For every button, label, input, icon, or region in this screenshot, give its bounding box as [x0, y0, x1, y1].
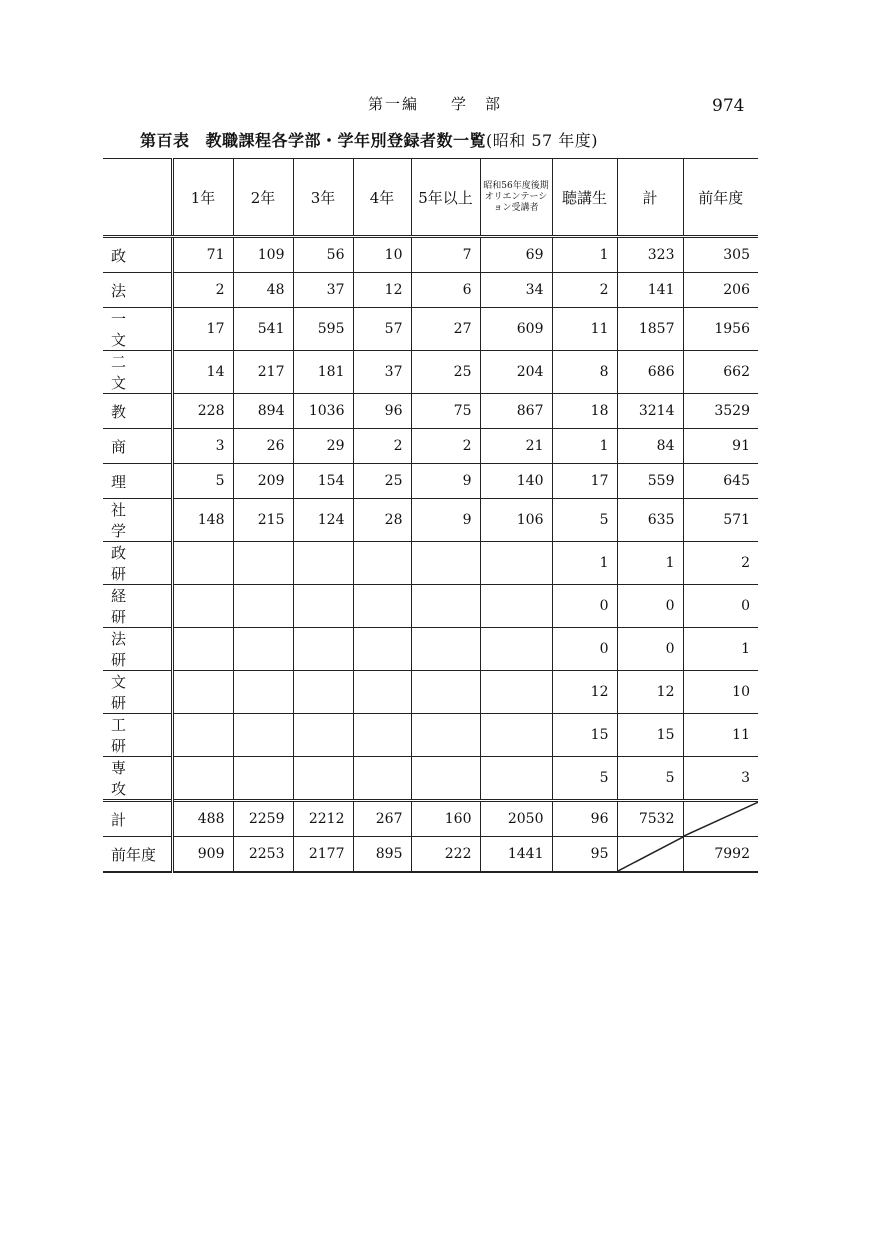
table-cell: 12 [353, 273, 411, 308]
table-cell: 8 [552, 351, 617, 394]
table-cell: 1441 [480, 837, 552, 873]
table-cell [293, 671, 353, 714]
table-cell [233, 585, 293, 628]
table-cell [172, 671, 233, 714]
table-cell: 5 [552, 757, 617, 801]
row-label: 商 [103, 429, 172, 464]
table-cell: 0 [683, 585, 758, 628]
table-cell [353, 714, 411, 757]
table-cell: 1 [552, 542, 617, 585]
table-cell: 141 [617, 273, 683, 308]
table-cell [293, 585, 353, 628]
table-cell: 1036 [293, 394, 353, 429]
table-cell: 305 [683, 237, 758, 273]
row-label: 前年度 [103, 837, 172, 873]
table-row [103, 671, 758, 714]
table-cell: 686 [617, 351, 683, 394]
table-cell: 209 [233, 464, 293, 499]
table-cell [172, 542, 233, 585]
table-cell [411, 585, 480, 628]
table-row [103, 585, 758, 628]
row-label: 理 [103, 464, 172, 499]
table-cell: 3 [172, 429, 233, 464]
table-cell: 7532 [617, 801, 683, 837]
page-number: 974 [712, 96, 745, 116]
table-cell: 57 [353, 308, 411, 351]
table-cell: 18 [552, 394, 617, 429]
table-cell: 7 [411, 237, 480, 273]
table-cell: 96 [552, 801, 617, 837]
table-cell [293, 757, 353, 801]
table-cell: 26 [233, 429, 293, 464]
table-cell: 140 [480, 464, 552, 499]
table-cell: 541 [233, 308, 293, 351]
table-cell: 3214 [617, 394, 683, 429]
table-cell [172, 585, 233, 628]
row-label: 社学 [103, 499, 172, 542]
table-cell: 14 [172, 351, 233, 394]
row-label: 政研 [103, 542, 172, 585]
table-cell: 2 [683, 542, 758, 585]
table-cell: 124 [293, 499, 353, 542]
table-cell: 10 [353, 237, 411, 273]
registration-table [103, 158, 758, 873]
row-label: 政 [103, 237, 172, 273]
table-row [103, 801, 758, 837]
table-cell: 5 [617, 757, 683, 801]
table-cell: 0 [617, 585, 683, 628]
table-cell: 0 [617, 628, 683, 671]
row-label: 計 [103, 801, 172, 837]
table-cell: 106 [480, 499, 552, 542]
table-row [103, 429, 758, 464]
table-cell [480, 757, 552, 801]
table-cell: 1 [552, 237, 617, 273]
table-cell [293, 542, 353, 585]
table-cell: 5 [172, 464, 233, 499]
column-header: 聴講生 [552, 159, 617, 237]
table-cell: 160 [411, 801, 480, 837]
table-cell: 867 [480, 394, 552, 429]
table-cell: 6 [411, 273, 480, 308]
table-cell: 15 [552, 714, 617, 757]
table-cell [353, 585, 411, 628]
column-header: 計 [617, 159, 683, 237]
table-cell: 9 [411, 464, 480, 499]
table-cell: 2 [552, 273, 617, 308]
table-cell: 148 [172, 499, 233, 542]
column-header: 前年度 [683, 159, 758, 237]
table-cell: 9 [411, 499, 480, 542]
table-number: 第百表 [140, 131, 190, 150]
table-row [103, 237, 758, 273]
row-label: 文研 [103, 671, 172, 714]
table-row [103, 499, 758, 542]
table-cell: 645 [683, 464, 758, 499]
table-cell: 909 [172, 837, 233, 873]
table-cell: 12 [552, 671, 617, 714]
table-cell: 96 [353, 394, 411, 429]
table-cell: 2177 [293, 837, 353, 873]
row-label: 経研 [103, 585, 172, 628]
table-cell [353, 542, 411, 585]
row-label: 法 [103, 273, 172, 308]
empty-cell-slash [617, 837, 683, 873]
table-cell: 1 [683, 628, 758, 671]
table-cell [480, 542, 552, 585]
table-cell: 895 [353, 837, 411, 873]
table-title-text: 教職課程各学部・学年別登録者数一覧 [205, 131, 487, 150]
table-cell [353, 671, 411, 714]
table-cell: 109 [233, 237, 293, 273]
table-row [103, 308, 758, 351]
table-cell [480, 671, 552, 714]
table-cell: 154 [293, 464, 353, 499]
table-subtitle: (昭和 57 年度) [486, 131, 599, 150]
table-cell: 488 [172, 801, 233, 837]
empty-cell-slash [683, 801, 758, 837]
table-cell: 71 [172, 237, 233, 273]
table-cell: 217 [233, 351, 293, 394]
table-row [103, 757, 758, 801]
table-cell [233, 714, 293, 757]
table-row [103, 351, 758, 394]
table-cell: 7992 [683, 837, 758, 873]
table-cell: 37 [293, 273, 353, 308]
table-cell: 75 [411, 394, 480, 429]
table-cell [411, 714, 480, 757]
table-cell: 12 [617, 671, 683, 714]
table-cell: 2259 [233, 801, 293, 837]
table-cell: 181 [293, 351, 353, 394]
table-cell: 2050 [480, 801, 552, 837]
column-header: 昭和56年度後期オリエンテーション受講者 [480, 159, 552, 237]
table-cell [411, 628, 480, 671]
header-row [103, 159, 758, 237]
table-cell: 595 [293, 308, 353, 351]
table-cell: 15 [617, 714, 683, 757]
table-cell: 2212 [293, 801, 353, 837]
column-header: 2年 [233, 159, 293, 237]
table-cell: 215 [233, 499, 293, 542]
table-cell: 56 [293, 237, 353, 273]
column-header: 1年 [172, 159, 233, 237]
row-label: 二文 [103, 351, 172, 394]
table-cell: 1 [617, 542, 683, 585]
table-cell: 10 [683, 671, 758, 714]
table-cell: 1857 [617, 308, 683, 351]
table-cell: 3 [683, 757, 758, 801]
table-cell: 91 [683, 429, 758, 464]
table-cell: 206 [683, 273, 758, 308]
table-cell [233, 628, 293, 671]
table-cell: 894 [233, 394, 293, 429]
table-cell: 609 [480, 308, 552, 351]
table-cell [233, 757, 293, 801]
table-cell: 0 [552, 628, 617, 671]
table-cell: 228 [172, 394, 233, 429]
table-cell: 2 [411, 429, 480, 464]
running-head-section: 学 部 [451, 95, 503, 113]
table-row [103, 464, 758, 499]
column-header [103, 159, 172, 237]
table-cell: 559 [617, 464, 683, 499]
table-cell: 84 [617, 429, 683, 464]
table-cell: 17 [172, 308, 233, 351]
table-cell: 48 [233, 273, 293, 308]
table-cell [293, 628, 353, 671]
table-row [103, 837, 758, 873]
table-cell [411, 671, 480, 714]
table-cell: 25 [411, 351, 480, 394]
row-label: 教 [103, 394, 172, 429]
table-cell: 95 [552, 837, 617, 873]
table-cell [172, 757, 233, 801]
table-cell: 222 [411, 837, 480, 873]
table-cell: 0 [552, 585, 617, 628]
running-head-part: 第一編 [368, 95, 420, 113]
table-cell: 11 [683, 714, 758, 757]
table-cell: 28 [353, 499, 411, 542]
table-cell: 267 [353, 801, 411, 837]
table-cell: 2 [353, 429, 411, 464]
table-cell [172, 714, 233, 757]
table-cell: 571 [683, 499, 758, 542]
table-cell: 1 [552, 429, 617, 464]
table-row [103, 714, 758, 757]
table-row [103, 542, 758, 585]
table-cell: 2 [172, 273, 233, 308]
table-cell [480, 585, 552, 628]
table-cell: 5 [552, 499, 617, 542]
row-label: 専攻 [103, 757, 172, 801]
table-cell [293, 714, 353, 757]
table-cell: 29 [293, 429, 353, 464]
table-cell: 1956 [683, 308, 758, 351]
table-cell: 11 [552, 308, 617, 351]
table-cell: 37 [353, 351, 411, 394]
table-cell [353, 757, 411, 801]
table-cell: 69 [480, 237, 552, 273]
column-header: 4年 [353, 159, 411, 237]
table-row [103, 394, 758, 429]
row-label: 一文 [103, 308, 172, 351]
column-header: 5年以上 [411, 159, 480, 237]
column-header: 3年 [293, 159, 353, 237]
table-cell: 17 [552, 464, 617, 499]
table-cell: 323 [617, 237, 683, 273]
table-cell: 635 [617, 499, 683, 542]
row-label: 法研 [103, 628, 172, 671]
table-cell: 21 [480, 429, 552, 464]
table-cell [233, 671, 293, 714]
table-cell [172, 628, 233, 671]
table-cell: 3529 [683, 394, 758, 429]
table-cell [480, 714, 552, 757]
table-row [103, 273, 758, 308]
table-cell: 2253 [233, 837, 293, 873]
table-cell [411, 757, 480, 801]
table-cell: 204 [480, 351, 552, 394]
table-cell [353, 628, 411, 671]
table-cell: 27 [411, 308, 480, 351]
table-row [103, 628, 758, 671]
table-cell: 662 [683, 351, 758, 394]
table-cell: 34 [480, 273, 552, 308]
table-title [140, 128, 598, 151]
running-head [368, 93, 502, 114]
table-cell [480, 628, 552, 671]
row-label: 工研 [103, 714, 172, 757]
table-cell [411, 542, 480, 585]
table-cell [233, 542, 293, 585]
table-cell: 25 [353, 464, 411, 499]
